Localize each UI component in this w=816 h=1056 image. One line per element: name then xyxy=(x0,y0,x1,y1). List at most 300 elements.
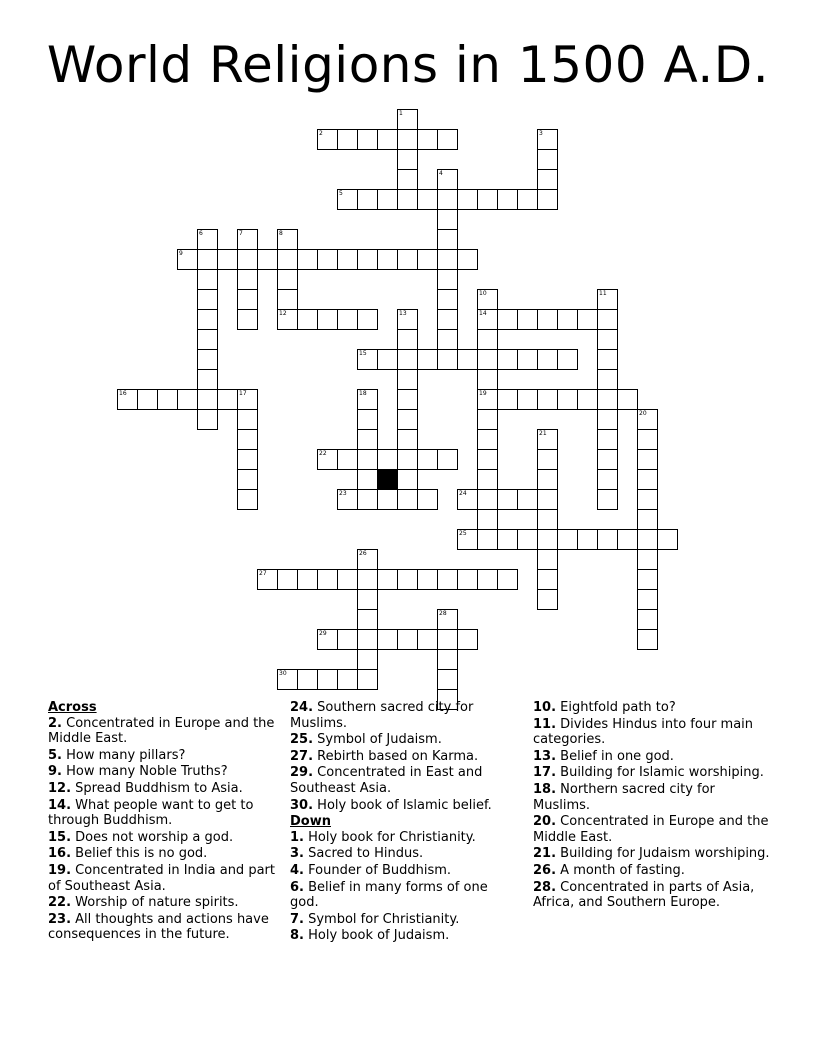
grid-cell[interactable] xyxy=(397,429,418,450)
grid-cell[interactable] xyxy=(417,189,438,210)
grid-cell[interactable] xyxy=(437,209,458,230)
clue-text: How many pillars? xyxy=(61,747,186,763)
grid-cell[interactable] xyxy=(237,489,258,510)
grid-cell[interactable] xyxy=(477,369,498,390)
across-clue xyxy=(290,749,516,765)
grid-cell[interactable] xyxy=(397,109,418,130)
grid-cell[interactable] xyxy=(317,669,338,690)
grid-cell[interactable] xyxy=(457,529,478,550)
grid-cell[interactable] xyxy=(317,569,338,590)
grid-cell[interactable] xyxy=(457,189,478,210)
clue-number: 7. xyxy=(290,911,304,927)
grid-cell[interactable] xyxy=(397,189,418,210)
clue-number: 2. xyxy=(48,715,62,731)
grid-cell[interactable] xyxy=(537,529,558,550)
clue-number: 6. xyxy=(290,879,304,895)
clue-text: Spread Buddhism to Asia. xyxy=(71,780,243,796)
clue-text: Concentrated in India and part of Southeast Asia. xyxy=(48,862,275,894)
down-clue xyxy=(533,717,773,748)
cell-number: 15 xyxy=(359,350,367,357)
grid-cell[interactable] xyxy=(537,429,558,450)
grid-cell[interactable] xyxy=(537,129,558,150)
grid-cell[interactable] xyxy=(297,249,318,270)
down-clue xyxy=(533,814,773,845)
grid-cell[interactable] xyxy=(437,649,458,670)
cell-number: 19 xyxy=(479,390,487,397)
grid-cell[interactable] xyxy=(457,489,478,510)
across-clue xyxy=(48,846,278,862)
clue-text: Building for Islamic worshiping. xyxy=(556,765,764,781)
grid-cell[interactable] xyxy=(437,309,458,330)
clue-number: 1. xyxy=(290,829,304,845)
grid-cell[interactable] xyxy=(477,349,498,370)
grid-cell[interactable] xyxy=(237,289,258,310)
grid-cell[interactable] xyxy=(457,629,478,650)
grid-cell[interactable] xyxy=(357,609,378,630)
grid-cell[interactable] xyxy=(597,409,618,430)
grid-cell[interactable] xyxy=(517,189,538,210)
grid-cell[interactable] xyxy=(337,669,358,690)
grid-cell[interactable] xyxy=(637,549,658,570)
clue-number: 19. xyxy=(48,862,72,878)
grid-cell[interactable] xyxy=(437,329,458,350)
grid-cell[interactable] xyxy=(437,269,458,290)
grid-cell[interactable] xyxy=(357,489,378,510)
grid-cell[interactable] xyxy=(537,569,558,590)
grid-cell[interactable] xyxy=(577,389,598,410)
cell-number: 30 xyxy=(279,670,287,677)
grid-cell[interactable] xyxy=(237,249,258,270)
grid-cell[interactable] xyxy=(637,569,658,590)
grid-cell[interactable] xyxy=(137,389,158,410)
across-clue xyxy=(290,700,516,731)
grid-cell[interactable] xyxy=(197,229,218,250)
across-clue xyxy=(290,732,516,748)
grid-cell[interactable] xyxy=(357,249,378,270)
grid-cell[interactable] xyxy=(437,169,458,190)
clue-number: 29. xyxy=(290,765,314,781)
grid-cell[interactable] xyxy=(317,449,338,470)
clue-text: Symbol of Judaism. xyxy=(313,732,442,748)
grid-cell[interactable] xyxy=(377,449,398,470)
grid-cell[interactable] xyxy=(597,389,618,410)
cell-number: 17 xyxy=(239,390,247,397)
grid-cell[interactable] xyxy=(277,569,298,590)
grid-cell[interactable] xyxy=(317,629,338,650)
grid-cell[interactable] xyxy=(637,609,658,630)
grid-cell[interactable] xyxy=(557,389,578,410)
down-clue xyxy=(290,912,516,928)
clue-number: 27. xyxy=(290,748,314,764)
grid-cell[interactable] xyxy=(657,529,678,550)
down-clue xyxy=(290,863,516,879)
clue-number: 3. xyxy=(290,846,304,862)
grid-cell[interactable] xyxy=(597,329,618,350)
grid-cell[interactable] xyxy=(317,249,338,270)
grid-cell[interactable] xyxy=(357,669,378,690)
grid-cell[interactable] xyxy=(537,169,558,190)
grid-cell[interactable] xyxy=(417,349,438,370)
grid-cell[interactable] xyxy=(237,429,258,450)
grid-cell[interactable] xyxy=(337,629,358,650)
clue-text: A month of fasting. xyxy=(556,862,685,878)
grid-cell[interactable] xyxy=(357,389,378,410)
grid-cell[interactable] xyxy=(437,569,458,590)
clue-text: How many Noble Truths? xyxy=(61,764,228,780)
cell-number: 20 xyxy=(639,410,647,417)
grid-cell[interactable] xyxy=(437,629,458,650)
clue-number: 25. xyxy=(290,732,314,748)
grid-cell[interactable] xyxy=(597,469,618,490)
grid-cell[interactable] xyxy=(397,449,418,470)
across-clue xyxy=(290,765,516,796)
grid-cell[interactable] xyxy=(357,469,378,490)
cell-number: 12 xyxy=(279,310,287,317)
grid-cell[interactable] xyxy=(597,489,618,510)
grid-cell[interactable] xyxy=(237,389,258,410)
grid-cell[interactable] xyxy=(517,349,538,370)
down-heading: Down xyxy=(290,814,331,830)
grid-cell[interactable] xyxy=(637,449,658,470)
grid-cell[interactable] xyxy=(357,429,378,450)
clue-number: 23. xyxy=(48,911,72,927)
grid-cell[interactable] xyxy=(477,309,498,330)
grid-cell[interactable] xyxy=(277,229,298,250)
clue-number: 14. xyxy=(48,797,72,813)
cell-number: 3 xyxy=(539,130,543,137)
grid-cell[interactable] xyxy=(197,409,218,430)
grid-cell[interactable] xyxy=(417,129,438,150)
down-clue xyxy=(533,749,773,765)
grid-cell[interactable] xyxy=(597,289,618,310)
cell-number: 24 xyxy=(459,490,467,497)
grid-cell[interactable] xyxy=(537,509,558,530)
grid-cell[interactable] xyxy=(317,309,338,330)
clue-text: Founder of Buddhism. xyxy=(303,862,452,878)
grid-cell[interactable] xyxy=(377,249,398,270)
clue-number: 24. xyxy=(290,700,314,715)
grid-cell[interactable] xyxy=(597,449,618,470)
grid-cell[interactable] xyxy=(477,449,498,470)
clue-text: Belief in many forms of one god. xyxy=(290,879,488,911)
grid-cell[interactable] xyxy=(537,449,558,470)
clue-number: 10. xyxy=(533,700,557,715)
grid-cell[interactable] xyxy=(537,549,558,570)
grid-cell[interactable] xyxy=(557,309,578,330)
grid-cell[interactable] xyxy=(437,189,458,210)
grid-cell[interactable] xyxy=(617,389,638,410)
cell-number: 7 xyxy=(239,230,243,237)
grid-cell[interactable] xyxy=(357,309,378,330)
grid-cell[interactable] xyxy=(577,529,598,550)
grid-cell[interactable] xyxy=(577,309,598,330)
grid-cell[interactable] xyxy=(397,349,418,370)
cell-number: 21 xyxy=(539,430,547,437)
grid-cell[interactable] xyxy=(157,389,178,410)
grid-cell[interactable] xyxy=(277,289,298,310)
clue-text: Belief in one god. xyxy=(556,748,674,764)
grid-cell[interactable] xyxy=(397,329,418,350)
cell-number: 29 xyxy=(319,630,327,637)
grid-cell[interactable] xyxy=(397,489,418,510)
grid-cell[interactable] xyxy=(117,389,138,410)
grid-cell[interactable] xyxy=(457,569,478,590)
cell-number: 26 xyxy=(359,550,367,557)
grid-cell[interactable] xyxy=(457,349,478,370)
grid-cell[interactable] xyxy=(397,629,418,650)
grid-cell[interactable] xyxy=(637,489,658,510)
cell-number: 4 xyxy=(439,170,443,177)
grid-cell[interactable] xyxy=(437,229,458,250)
cell-number: 28 xyxy=(439,610,447,617)
grid-cell[interactable] xyxy=(357,549,378,570)
grid-cell[interactable] xyxy=(637,509,658,530)
grid-cell[interactable] xyxy=(237,469,258,490)
grid-cell[interactable] xyxy=(477,389,498,410)
grid-cell[interactable] xyxy=(337,449,358,470)
grid-cell[interactable] xyxy=(277,309,298,330)
cell-number: 16 xyxy=(119,390,127,397)
grid-cell[interactable] xyxy=(497,389,518,410)
grid-cell[interactable] xyxy=(477,509,498,530)
clue-text: Northern sacred city for Muslims. xyxy=(533,781,715,813)
grid-cell[interactable] xyxy=(337,569,358,590)
grid-cell[interactable] xyxy=(477,429,498,450)
grid-cell[interactable] xyxy=(517,489,538,510)
grid-cell[interactable] xyxy=(597,529,618,550)
grid-cell[interactable] xyxy=(237,409,258,430)
clue-text: Holy book for Christianity. xyxy=(303,829,476,845)
grid-cell[interactable] xyxy=(397,149,418,170)
grid-cell[interactable] xyxy=(537,149,558,170)
grid-cell[interactable] xyxy=(437,249,458,270)
grid-cell[interactable] xyxy=(357,409,378,430)
clue-number: 11. xyxy=(533,716,557,732)
grid-cell[interactable] xyxy=(597,309,618,330)
grid-cell[interactable] xyxy=(477,469,498,490)
clue-number: 28. xyxy=(533,879,557,895)
clues-column-2 xyxy=(290,700,516,945)
grid-cell[interactable] xyxy=(357,589,378,610)
grid-cell[interactable] xyxy=(497,489,518,510)
grid-cell[interactable] xyxy=(237,309,258,330)
grid-cell[interactable] xyxy=(477,409,498,430)
grid-cell[interactable] xyxy=(397,169,418,190)
across-clue xyxy=(48,830,278,846)
grid-cell[interactable] xyxy=(397,569,418,590)
grid-cell[interactable] xyxy=(317,129,338,150)
grid-cell[interactable] xyxy=(437,129,458,150)
grid-cell[interactable] xyxy=(257,569,278,590)
grid-cell[interactable] xyxy=(357,349,378,370)
cell-number: 9 xyxy=(179,250,183,257)
grid-cell[interactable] xyxy=(237,449,258,470)
down-clue xyxy=(290,846,516,862)
grid-cell[interactable] xyxy=(197,329,218,350)
grid-cell[interactable] xyxy=(537,489,558,510)
grid-cell[interactable] xyxy=(537,349,558,370)
grid-cell[interactable] xyxy=(357,649,378,670)
grid-cell[interactable] xyxy=(237,269,258,290)
grid-cell[interactable] xyxy=(397,389,418,410)
down-clue xyxy=(533,863,773,879)
clue-text: Concentrated in Europe and the Middle East. xyxy=(533,814,769,845)
clue-number: 22. xyxy=(48,895,72,911)
grid-cell[interactable] xyxy=(357,569,378,590)
black-cell xyxy=(377,469,398,490)
grid-cell[interactable] xyxy=(377,189,398,210)
cell-number: 11 xyxy=(599,290,607,297)
grid-cell[interactable] xyxy=(537,589,558,610)
grid-cell[interactable] xyxy=(297,669,318,690)
grid-cell[interactable] xyxy=(177,249,198,270)
grid-cell[interactable] xyxy=(397,129,418,150)
grid-cell[interactable] xyxy=(597,369,618,390)
grid-cell[interactable] xyxy=(217,249,238,270)
grid-cell[interactable] xyxy=(377,489,398,510)
grid-cell[interactable] xyxy=(197,389,218,410)
clue-text: Concentrated in Europe and the Middle East. xyxy=(48,715,275,747)
clue-text: Does not worship a god. xyxy=(71,829,234,845)
grid-cell[interactable] xyxy=(397,309,418,330)
cell-number: 13 xyxy=(399,310,407,317)
grid-cell[interactable] xyxy=(357,629,378,650)
grid-cell[interactable] xyxy=(237,229,258,250)
clue-number: 5. xyxy=(48,747,62,763)
cell-number: 27 xyxy=(259,570,267,577)
down-clue-list xyxy=(290,830,516,944)
grid-cell[interactable] xyxy=(297,569,318,590)
grid-cell[interactable] xyxy=(457,249,478,270)
down-clue xyxy=(533,846,773,862)
cell-number: 22 xyxy=(319,450,327,457)
grid-cell[interactable] xyxy=(277,269,298,290)
grid-cell[interactable] xyxy=(357,449,378,470)
grid-cell[interactable] xyxy=(557,529,578,550)
across-heading: Across xyxy=(48,700,97,715)
grid-cell[interactable] xyxy=(477,529,498,550)
clue-text: Building for Judaism worshiping. xyxy=(556,846,770,862)
grid-cell[interactable] xyxy=(197,289,218,310)
grid-cell[interactable] xyxy=(397,249,418,270)
grid-cell[interactable] xyxy=(417,569,438,590)
grid-cell[interactable] xyxy=(197,369,218,390)
grid-cell[interactable] xyxy=(197,309,218,330)
across-clue xyxy=(290,798,516,814)
grid-cell[interactable] xyxy=(377,349,398,370)
grid-cell[interactable] xyxy=(357,189,378,210)
grid-cell[interactable] xyxy=(477,289,498,310)
across-clue xyxy=(48,895,278,911)
grid-cell[interactable] xyxy=(497,529,518,550)
grid-cell[interactable] xyxy=(537,389,558,410)
grid-cell[interactable] xyxy=(337,189,358,210)
grid-cell[interactable] xyxy=(337,129,358,150)
grid-cell[interactable] xyxy=(537,189,558,210)
grid-cell[interactable] xyxy=(337,489,358,510)
grid-cell[interactable] xyxy=(597,429,618,450)
cell-number: 5 xyxy=(339,190,343,197)
grid-cell[interactable] xyxy=(557,349,578,370)
clue-number: 15. xyxy=(48,829,72,845)
grid-cell[interactable] xyxy=(437,669,458,690)
grid-cell[interactable] xyxy=(477,569,498,590)
clue-number: 30. xyxy=(290,797,314,813)
grid-cell[interactable] xyxy=(477,189,498,210)
grid-cell[interactable] xyxy=(377,129,398,150)
grid-cell[interactable] xyxy=(197,349,218,370)
grid-cell[interactable] xyxy=(297,309,318,330)
grid-cell[interactable] xyxy=(497,309,518,330)
down-clue xyxy=(533,880,773,911)
grid-cell[interactable] xyxy=(497,189,518,210)
grid-cell[interactable] xyxy=(437,289,458,310)
grid-cell[interactable] xyxy=(337,249,358,270)
grid-cell[interactable] xyxy=(637,529,658,550)
grid-cell[interactable] xyxy=(357,129,378,150)
grid-cell[interactable] xyxy=(197,249,218,270)
grid-cell[interactable] xyxy=(257,249,278,270)
grid-cell[interactable] xyxy=(537,469,558,490)
grid-cell[interactable] xyxy=(597,349,618,370)
cell-number: 18 xyxy=(359,390,367,397)
cell-number: 23 xyxy=(339,490,347,497)
grid-cell[interactable] xyxy=(637,469,658,490)
grid-cell[interactable] xyxy=(417,449,438,470)
clue-number: 12. xyxy=(48,780,72,796)
down-clue xyxy=(533,700,773,716)
grid-cell[interactable] xyxy=(397,369,418,390)
grid-cell[interactable] xyxy=(517,389,538,410)
grid-cell[interactable] xyxy=(437,609,458,630)
clue-number: 17. xyxy=(533,765,557,781)
grid-cell[interactable] xyxy=(477,489,498,510)
grid-cell[interactable] xyxy=(497,569,518,590)
grid-cell[interactable] xyxy=(417,629,438,650)
grid-cell[interactable] xyxy=(517,529,538,550)
grid-cell[interactable] xyxy=(477,329,498,350)
grid-cell[interactable] xyxy=(377,569,398,590)
grid-cell[interactable] xyxy=(377,629,398,650)
grid-cell[interactable] xyxy=(337,309,358,330)
clue-number: 18. xyxy=(533,781,557,797)
grid-cell[interactable] xyxy=(637,629,658,650)
grid-cell[interactable] xyxy=(417,489,438,510)
grid-cell[interactable] xyxy=(277,669,298,690)
grid-cell[interactable] xyxy=(217,389,238,410)
grid-cell[interactable] xyxy=(437,349,458,370)
grid-cell[interactable] xyxy=(637,409,658,430)
grid-cell[interactable] xyxy=(397,469,418,490)
page-title: World Religions in 1500 A.D. xyxy=(46,36,770,94)
grid-cell[interactable] xyxy=(617,529,638,550)
grid-cell[interactable] xyxy=(637,429,658,450)
grid-cell[interactable] xyxy=(637,589,658,610)
grid-cell[interactable] xyxy=(277,249,298,270)
clue-text: Worship of nature spirits. xyxy=(71,895,239,911)
grid-cell[interactable] xyxy=(397,409,418,430)
grid-cell[interactable] xyxy=(497,349,518,370)
grid-cell[interactable] xyxy=(417,249,438,270)
clue-number: 8. xyxy=(290,928,304,944)
grid-cell[interactable] xyxy=(177,389,198,410)
clues-column-1 xyxy=(48,700,278,944)
grid-cell[interactable] xyxy=(517,309,538,330)
grid-cell[interactable] xyxy=(437,449,458,470)
grid-cell[interactable] xyxy=(197,269,218,290)
clue-text: Eightfold path to? xyxy=(556,700,676,715)
grid-cell[interactable] xyxy=(537,309,558,330)
